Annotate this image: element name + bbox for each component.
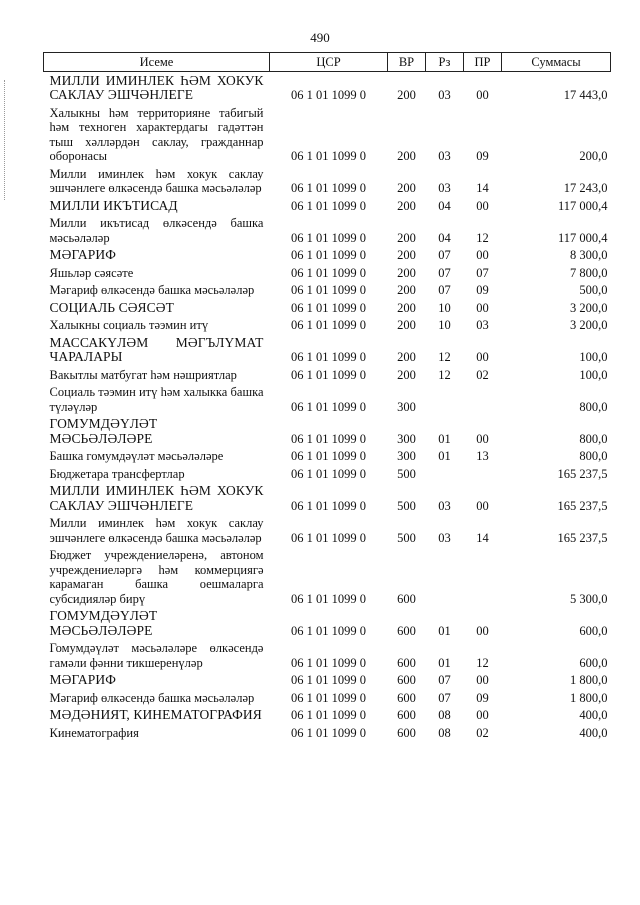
cell-pr: 09 bbox=[476, 149, 489, 163]
cell-rz: 03 bbox=[438, 88, 451, 102]
table-row bbox=[44, 165, 611, 197]
cell-pr: 00 bbox=[476, 350, 489, 364]
cell-vr: 200 bbox=[397, 230, 416, 245]
cell-amount: 800,0 bbox=[579, 449, 608, 463]
cell-rz bbox=[426, 547, 464, 608]
cell-amount: 500,0 bbox=[579, 283, 608, 297]
cell-vr: 200 bbox=[397, 367, 416, 382]
cell-amount: 17 243,0 bbox=[563, 181, 608, 195]
cell-pr: 02 bbox=[476, 725, 489, 740]
table-row bbox=[44, 689, 611, 707]
cell-amount: 3 200,0 bbox=[570, 300, 608, 315]
header-rz: Рз bbox=[426, 53, 464, 72]
cell-csr: 06 1 01 1099 0 bbox=[291, 181, 366, 195]
cell-rz: 01 bbox=[438, 655, 451, 670]
cell-rz: 04 bbox=[438, 198, 451, 213]
cell-amount: 1 800,0 bbox=[570, 690, 608, 705]
cell-csr: 06 1 01 1099 0 bbox=[291, 431, 366, 446]
cell-rz: 03 bbox=[438, 530, 451, 545]
table-row bbox=[44, 448, 611, 466]
cell-name: СОЦИАЛЬ СӘЯСӘТ bbox=[49, 299, 174, 315]
cell-csr: 06 1 01 1099 0 bbox=[291, 350, 366, 364]
cell-csr: 06 1 01 1099 0 bbox=[291, 248, 366, 262]
cell-csr: 06 1 01 1099 0 bbox=[291, 708, 366, 722]
table-row bbox=[44, 282, 611, 300]
header-csr: ЦСР bbox=[270, 53, 388, 72]
cell-name: МАССАКҮЛӘМ МӘГЪЛҮМАТ ЧАРАЛАРЫ bbox=[49, 334, 264, 364]
table-row bbox=[44, 215, 611, 247]
cell-csr: 06 1 01 1099 0 bbox=[291, 283, 366, 297]
cell-amount: 5 300,0 bbox=[570, 591, 608, 606]
cell-vr: 600 bbox=[397, 725, 416, 740]
cell-rz: 12 bbox=[438, 350, 451, 364]
cell-rz: 10 bbox=[438, 318, 451, 332]
cell-vr: 200 bbox=[397, 265, 416, 280]
cell-name: Милли икътисад өлкәсендә башка мәсьәләләр bbox=[49, 216, 264, 245]
table-row bbox=[44, 334, 611, 366]
table-row bbox=[44, 366, 611, 384]
cell-rz: 07 bbox=[438, 265, 451, 280]
cell-vr: 300 bbox=[397, 449, 416, 463]
cell-pr: 13 bbox=[476, 449, 489, 463]
cell-rz: 03 bbox=[438, 149, 451, 163]
cell-name: Милли иминлек һәм хокук саклау эшчәнлеге өлкәсендә башка мәсьәләләр bbox=[49, 516, 264, 545]
cell-name: Бюджетара трансфертлар bbox=[49, 466, 185, 481]
cell-name: Халыкны социаль тәэмин итү bbox=[49, 318, 209, 332]
header-pr: ПР bbox=[464, 53, 502, 72]
cell-pr: 00 bbox=[476, 88, 489, 102]
cell-vr: 200 bbox=[397, 198, 416, 213]
cell-rz bbox=[426, 465, 464, 483]
cell-name: МӘГАРИФ bbox=[49, 672, 116, 687]
header-name: Исеме bbox=[44, 53, 270, 72]
cell-amount: 165 237,5 bbox=[557, 498, 608, 513]
cell-csr: 06 1 01 1099 0 bbox=[291, 367, 366, 382]
cell-rz: 07 bbox=[438, 690, 451, 705]
cell-pr: 03 bbox=[476, 318, 489, 332]
header-row bbox=[44, 53, 611, 72]
table-row bbox=[44, 72, 611, 105]
table-header bbox=[44, 53, 611, 72]
cell-vr: 600 bbox=[397, 591, 416, 606]
table-row bbox=[44, 384, 611, 416]
cell-name: Бюджет учреждениеләренә, автоном учреждениеләргә һәм коммерциягә карамаган башка оешмаларга субсидияләр бирү bbox=[49, 548, 264, 606]
cell-amount: 100,0 bbox=[579, 350, 608, 364]
table-row bbox=[44, 465, 611, 483]
budget-table bbox=[43, 52, 611, 742]
cell-csr: 06 1 01 1099 0 bbox=[291, 300, 366, 315]
cell-vr: 200 bbox=[397, 318, 416, 332]
table-body bbox=[44, 72, 611, 742]
cell-rz: 03 bbox=[438, 181, 451, 195]
cell-amount: 165 237,5 bbox=[557, 530, 608, 545]
cell-name: ГОМУМДӘҮЛӘТ МӘСЬӘЛӘЛӘРЕ bbox=[49, 416, 158, 446]
cell-rz: 03 bbox=[438, 498, 451, 513]
cell-amount: 800,0 bbox=[579, 431, 608, 446]
cell-name: МИЛЛИ ИМИНЛЕК ҺӘМ ХОКУК САКЛАУ ЭШЧӘНЛЕГЕ bbox=[49, 72, 264, 102]
cell-amount: 117 000,4 bbox=[557, 198, 608, 213]
cell-csr: 06 1 01 1099 0 bbox=[291, 623, 366, 638]
cell-rz: 07 bbox=[438, 673, 451, 687]
cell-pr: 09 bbox=[476, 690, 489, 705]
cell-csr: 06 1 01 1099 0 bbox=[291, 265, 366, 280]
cell-pr: 00 bbox=[476, 673, 489, 687]
table-row bbox=[44, 547, 611, 608]
table-row bbox=[44, 247, 611, 265]
cell-vr: 200 bbox=[397, 149, 416, 163]
cell-pr: 00 bbox=[476, 198, 489, 213]
cell-vr: 300 bbox=[397, 431, 416, 446]
cell-csr: 06 1 01 1099 0 bbox=[291, 466, 366, 481]
cell-name: МӘДӘНИЯТ, КИНЕМАТОГРАФИЯ bbox=[49, 707, 262, 722]
cell-amount: 400,0 bbox=[579, 725, 608, 740]
cell-vr: 200 bbox=[397, 283, 416, 297]
table-row bbox=[44, 197, 611, 215]
cell-pr: 14 bbox=[476, 181, 489, 195]
cell-rz: 08 bbox=[438, 725, 451, 740]
cell-vr: 600 bbox=[397, 655, 416, 670]
cell-csr: 06 1 01 1099 0 bbox=[291, 399, 366, 414]
cell-csr: 06 1 01 1099 0 bbox=[291, 655, 366, 670]
cell-pr: 02 bbox=[476, 367, 489, 382]
cell-vr: 600 bbox=[397, 690, 416, 705]
cell-vr: 600 bbox=[397, 623, 416, 638]
cell-amount: 200,0 bbox=[579, 149, 608, 163]
header-amount: Суммасы bbox=[502, 53, 611, 72]
cell-rz: 10 bbox=[438, 300, 451, 315]
cell-csr: 06 1 01 1099 0 bbox=[291, 449, 366, 463]
table-row bbox=[44, 608, 611, 640]
cell-pr bbox=[464, 384, 502, 416]
cell-name: МИЛЛИ ИМИНЛЕК ҺӘМ ХОКУК САКЛАУ ЭШЧӘНЛЕГЕ bbox=[49, 483, 264, 513]
cell-vr: 300 bbox=[397, 399, 416, 414]
cell-rz: 07 bbox=[438, 283, 451, 297]
cell-pr: 12 bbox=[476, 230, 489, 245]
cell-csr: 06 1 01 1099 0 bbox=[291, 591, 366, 606]
cell-name: Мәгариф өлкәсендә башка мәсьәләләр bbox=[49, 283, 255, 297]
table-row bbox=[44, 640, 611, 672]
cell-name: Вакытлы матбугат һәм нәшриятлар bbox=[49, 367, 237, 382]
cell-rz: 01 bbox=[438, 623, 451, 638]
table-row bbox=[44, 672, 611, 690]
cell-rz: 07 bbox=[438, 248, 451, 262]
cell-name: Социаль тәэмин итү һәм халыкка башка түләүләр bbox=[49, 385, 264, 414]
cell-pr bbox=[464, 465, 502, 483]
cell-vr: 500 bbox=[397, 466, 416, 481]
cell-csr: 06 1 01 1099 0 bbox=[291, 530, 366, 545]
cell-pr: 00 bbox=[476, 300, 489, 315]
cell-amount: 600,0 bbox=[579, 655, 608, 670]
cell-name: Милли иминлек һәм хокук саклау эшчәнлеге өлкәсендә башка мәсьәләләр bbox=[49, 166, 264, 195]
cell-vr: 600 bbox=[397, 708, 416, 722]
cell-csr: 06 1 01 1099 0 bbox=[291, 498, 366, 513]
header-vr: ВР bbox=[388, 53, 426, 72]
cell-vr: 600 bbox=[397, 673, 416, 687]
cell-rz: 01 bbox=[438, 431, 451, 446]
cell-pr: 12 bbox=[476, 655, 489, 670]
cell-name: Гомумдәүләт мәсьәләләре өлкәсендә гамәли фәнни тикшеренүләр bbox=[49, 641, 264, 670]
table-row bbox=[44, 416, 611, 448]
cell-pr: 09 bbox=[476, 283, 489, 297]
table-row bbox=[44, 483, 611, 515]
table-row bbox=[44, 724, 611, 742]
cell-vr: 200 bbox=[397, 181, 416, 195]
cell-csr: 06 1 01 1099 0 bbox=[291, 198, 366, 213]
cell-name: МӘГАРИФ bbox=[49, 247, 116, 262]
table-row bbox=[44, 264, 611, 282]
cell-rz bbox=[426, 384, 464, 416]
cell-name: ГОМУМДӘҮЛӘТ МӘСЬӘЛӘЛӘРЕ bbox=[49, 608, 158, 638]
table-row bbox=[44, 317, 611, 335]
cell-csr: 06 1 01 1099 0 bbox=[291, 318, 366, 332]
table-row bbox=[44, 299, 611, 317]
cell-rz: 04 bbox=[438, 230, 451, 245]
cell-pr: 00 bbox=[476, 708, 489, 722]
cell-vr: 500 bbox=[397, 530, 416, 545]
cell-rz: 12 bbox=[438, 367, 451, 382]
cell-vr: 200 bbox=[397, 248, 416, 262]
cell-vr: 200 bbox=[397, 88, 416, 102]
cell-name: Мәгариф өлкәсендә башка мәсьәләләр bbox=[49, 690, 255, 705]
cell-pr: 00 bbox=[476, 431, 489, 446]
cell-amount: 1 800,0 bbox=[570, 673, 608, 687]
cell-name: Кинематография bbox=[49, 725, 139, 740]
cell-csr: 06 1 01 1099 0 bbox=[291, 230, 366, 245]
cell-pr: 00 bbox=[476, 248, 489, 262]
cell-name: МИЛЛИ ИКЪТИСАД bbox=[49, 197, 178, 213]
cell-csr: 06 1 01 1099 0 bbox=[291, 690, 366, 705]
cell-csr: 06 1 01 1099 0 bbox=[291, 149, 366, 163]
cell-name: Халыкны һәм территорияне табигый һәм техноген характердагы гадәттән тыш хәлләрдән саклау, гражданнар оборонасы bbox=[49, 105, 264, 163]
table-row bbox=[44, 707, 611, 725]
cell-vr: 200 bbox=[397, 350, 416, 364]
cell-amount: 100,0 bbox=[579, 367, 608, 382]
scan-margin-marks bbox=[4, 80, 7, 200]
cell-pr: 07 bbox=[476, 265, 489, 280]
cell-pr: 14 bbox=[476, 530, 489, 545]
cell-pr: 00 bbox=[476, 623, 489, 638]
cell-amount: 165 237,5 bbox=[557, 466, 608, 481]
table-row bbox=[44, 515, 611, 547]
cell-amount: 8 300,0 bbox=[570, 248, 608, 262]
cell-amount: 400,0 bbox=[579, 708, 608, 722]
cell-pr: 00 bbox=[476, 498, 489, 513]
cell-name: Башка гомумдәүләт мәсьәләләре bbox=[49, 449, 224, 463]
cell-pr bbox=[464, 547, 502, 608]
cell-name: Яшьләр сәясәте bbox=[49, 265, 134, 280]
cell-amount: 800,0 bbox=[579, 399, 608, 414]
page-number: 490 bbox=[310, 30, 330, 45]
cell-amount: 117 000,4 bbox=[557, 230, 608, 245]
cell-amount: 3 200,0 bbox=[570, 318, 608, 332]
cell-csr: 06 1 01 1099 0 bbox=[291, 725, 366, 740]
table-row bbox=[44, 104, 611, 165]
cell-rz: 08 bbox=[438, 708, 451, 722]
cell-amount: 17 443,0 bbox=[563, 88, 608, 102]
cell-csr: 06 1 01 1099 0 bbox=[291, 88, 366, 102]
cell-rz: 01 bbox=[438, 449, 451, 463]
cell-amount: 7 800,0 bbox=[570, 265, 608, 280]
cell-amount: 600,0 bbox=[579, 623, 608, 638]
cell-vr: 500 bbox=[397, 498, 416, 513]
cell-csr: 06 1 01 1099 0 bbox=[291, 673, 366, 687]
cell-vr: 200 bbox=[397, 300, 416, 315]
